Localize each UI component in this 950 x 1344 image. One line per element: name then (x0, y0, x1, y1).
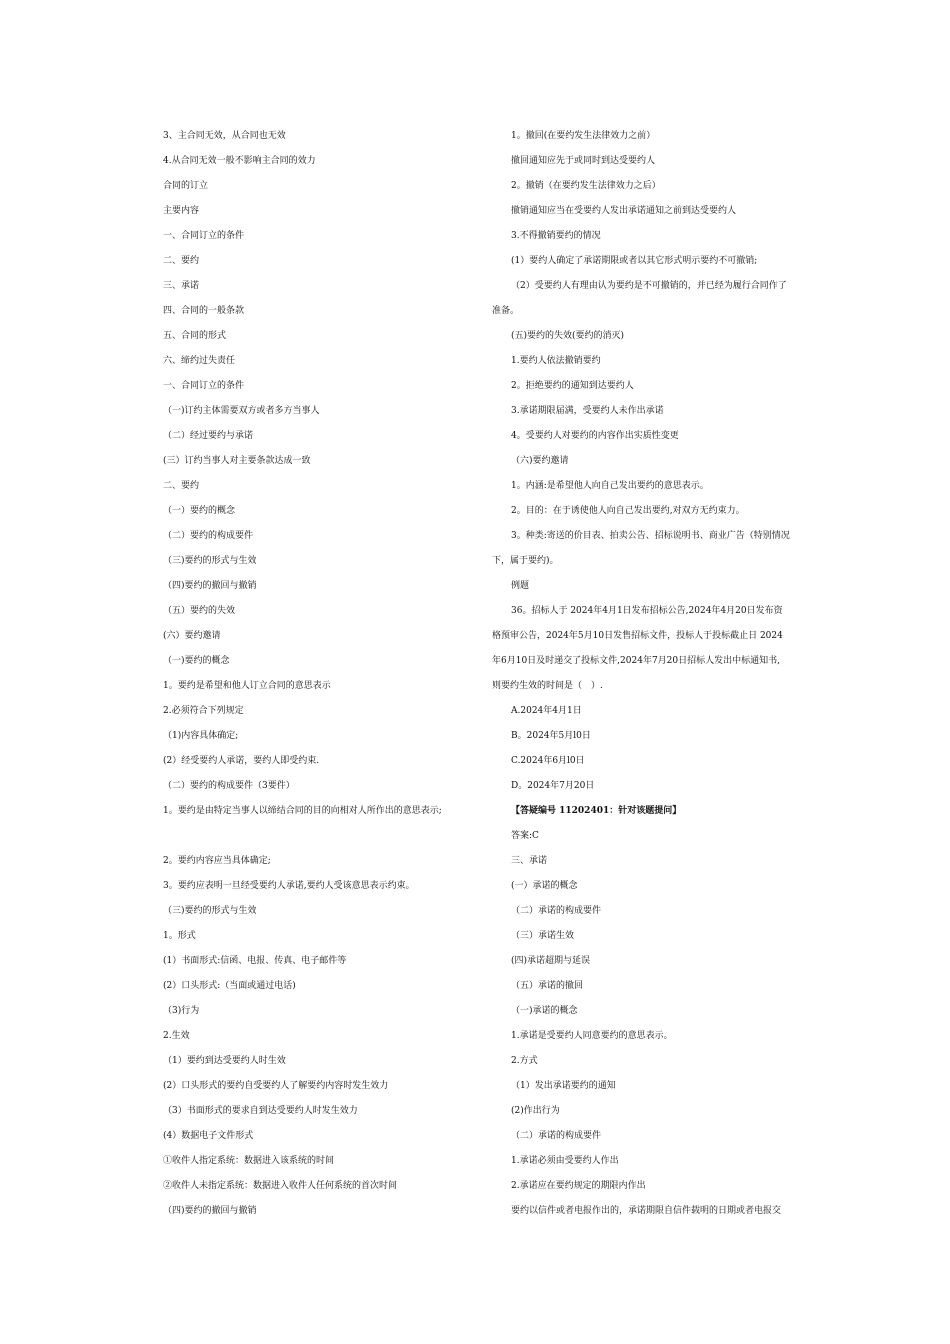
text-line: （三）承诺生效 (511, 931, 575, 941)
text-line: 主要内容 (163, 206, 200, 216)
text-line: 2.必须符合下列规定 (163, 706, 244, 716)
text-line: (2）口头形式的要约自受要约人了解要约内容时发生效力 (163, 1081, 389, 1091)
text-line: (1）要约人确定了承诺期限或者以其它形式明示要约不可撤销; (511, 256, 758, 266)
text-line: 4。受要约人对要约的内容作出实质性变更 (511, 431, 679, 441)
text-line: (2）经受要约人承诺，要约人即受约束. (163, 756, 320, 766)
text-line: （二）经过要约与承诺 (163, 431, 254, 441)
text-line: 四、合同的一般条款 (163, 306, 245, 316)
text-line: （二）要约的构成要件（3要件） (163, 781, 295, 791)
text-line: （一)要约的概念 (163, 656, 230, 666)
text-line: （三)要约的形式与生效 (163, 556, 257, 566)
text-line: 二、要约 (163, 256, 200, 266)
text-line: 3、主合同无效，从合同也无效 (163, 131, 286, 141)
text-line: （1）发出承诺要约的通知 (511, 1081, 616, 1091)
text-line: 1。撤回(在要约发生法律效力之前） (511, 131, 656, 141)
text-line: 2.承诺应在要约规定的期限内作出 (511, 1181, 646, 1191)
text-line: 例题 (511, 581, 530, 591)
text-line: 撤销通知应当在受要约人发出承诺通知之前到达受要约人 (511, 206, 737, 216)
text-line: (一）承诺的概念 (511, 881, 578, 891)
text-line: 1。要约是由特定当事人以缔结合同的目的向相对人所作出的意思表示; (163, 806, 442, 816)
text-line: 格预审公告，2024年5月10日发售招标文件，投标人于投标截止日 2024 (492, 631, 783, 641)
text-line: 3.承诺期限届满，受要约人未作出承诺 (511, 406, 664, 416)
text-line: 2。撤销（在要约发生法律效力之后） (511, 181, 661, 191)
right-column (492, 124, 814, 1224)
text-line: 2.生效 (163, 1031, 190, 1041)
text-line: （四)要约的撤回与撤销 (163, 1206, 257, 1216)
text-line: 3。要约应表明一旦经受要约人承诺,要约人受该意思表示约束。 (163, 881, 415, 891)
text-line: 4.从合同无效一般不影响主合同的效力 (163, 156, 316, 166)
text-line: （3）书面形式的要求自到达受要约人时发生效力 (163, 1106, 358, 1116)
text-line: （六)要约邀请 (511, 456, 569, 466)
text-line: 三、承诺 (163, 281, 200, 291)
text-line: （1)内容具体确定; (163, 731, 239, 741)
text-line: C.2024年6月l0日 (511, 756, 585, 766)
text-line: （三)要约的形式与生效 (163, 906, 257, 916)
text-line: 一、合同订立的条件 (163, 231, 245, 241)
text-line: （1）要约到达受要约人时生效 (163, 1056, 286, 1066)
text-line: (1）书面形式:信函、电报、传真、电子邮件等 (163, 956, 347, 966)
text-line: （二）承诺的构成要件 (511, 1131, 602, 1141)
left-column (163, 124, 463, 1224)
text-line: （二）承诺的构成要件 (511, 906, 602, 916)
text-line: （3)行为 (163, 1006, 200, 1016)
text-line: 合同的订立 (163, 181, 209, 191)
text-line: (4）数据电子文件形式 (163, 1131, 254, 1141)
text-line: 二、要约 (163, 481, 200, 491)
text-line: 1。要约是希望和他人订立合同的意思表示 (163, 681, 331, 691)
text-line: B。2024年5月l0日 (511, 731, 591, 741)
text-line: D。2024年7月20日 (511, 781, 595, 791)
text-line: 3。种类:寄送的价目表、拍卖公告、招标说明书、商业广告（特别情况 (511, 531, 790, 541)
text-line: 2。拒绝要约的通知到达要约人 (511, 381, 634, 391)
text-line (163, 824, 463, 849)
text-line: 下，属于要约)。 (492, 556, 559, 566)
text-line: 1。内涵:是希望他人向自己发出要约的意思表示。 (511, 481, 709, 491)
text-line: （四)要约的撤回与撤销 (163, 581, 257, 591)
text-line: 准备。 (492, 306, 520, 316)
text-line: 2。目的：在于诱使他人向自己发出要约,对双方无约束力。 (511, 506, 745, 516)
text-line: (2)作出行为 (511, 1106, 560, 1116)
text-line: (2）口头形式:（当面或通过电话) (163, 981, 296, 991)
text-line: 2。要约内容应当具体确定; (163, 856, 271, 866)
text-line: (五)要约的失效(要约的消灭) (511, 331, 625, 341)
text-line: (六）要约邀请 (163, 631, 221, 641)
text-line: ①收件人指定系统：数据进入该系统的时间 (163, 1156, 335, 1166)
text-line: 3.不得撤销要约的情况 (511, 231, 601, 241)
text-line: 1。形式 (163, 931, 196, 941)
text-line: ②收件人未指定系统：数据进入收件人任何系统的首次时间 (163, 1181, 398, 1191)
text-line: （一)订约主体需要双方或者多方当事人 (163, 406, 320, 416)
text-line: （五）承诺的撤回 (511, 981, 584, 991)
text-line: 六、缔约过失责任 (163, 356, 236, 366)
text-line: 撤回通知应先于或同时到达受要约人 (511, 156, 656, 166)
text-line: 2.方式 (511, 1056, 538, 1066)
text-line: 【答疑编号 11202401：针对该题提问】 (511, 806, 682, 816)
text-line: (三）订约当事人对主要条款达成一致 (163, 456, 311, 466)
text-line: 36。招标人于 2024年4月1日发布招标公告,2024年4月20日发布资 (511, 606, 783, 616)
text-line: （2）受要约人有理由认为要约是不可撤销的，并已经为履行合同作了 (511, 281, 787, 291)
text-line: (四)承诺超期与延误 (511, 956, 591, 966)
text-line: 三、承诺 (511, 856, 548, 866)
text-line: （五）要约的失效 (163, 606, 236, 616)
text-line: 答案:C (511, 831, 539, 841)
text-line: 1.要约人依法撤销要约 (511, 356, 601, 366)
text-line: 一、合同订立的条件 (163, 381, 245, 391)
text-line: 则要约生效的时间是（ ）. (492, 681, 603, 691)
text-line: 年6月10日及时递交了投标文件,2024年7月20日招标人发出中标通知书, (492, 656, 780, 666)
text-line: 五、合同的形式 (163, 331, 227, 341)
text-line: （二）要约的构成要件 (163, 531, 254, 541)
text-line: 1.承诺是受要约人同意要约的意思表示。 (511, 1031, 673, 1041)
text-line: 要约以信件或者电报作出的，承诺期限自信件载明的日期或者电报交 (511, 1206, 782, 1216)
text-line: （一)承诺的概念 (511, 1006, 578, 1016)
text-line: 1.承诺必须由受要约人作出 (511, 1156, 619, 1166)
text-line: A.2024年4月1日 (511, 706, 582, 716)
text-line: （一）要约的概念 (163, 506, 236, 516)
